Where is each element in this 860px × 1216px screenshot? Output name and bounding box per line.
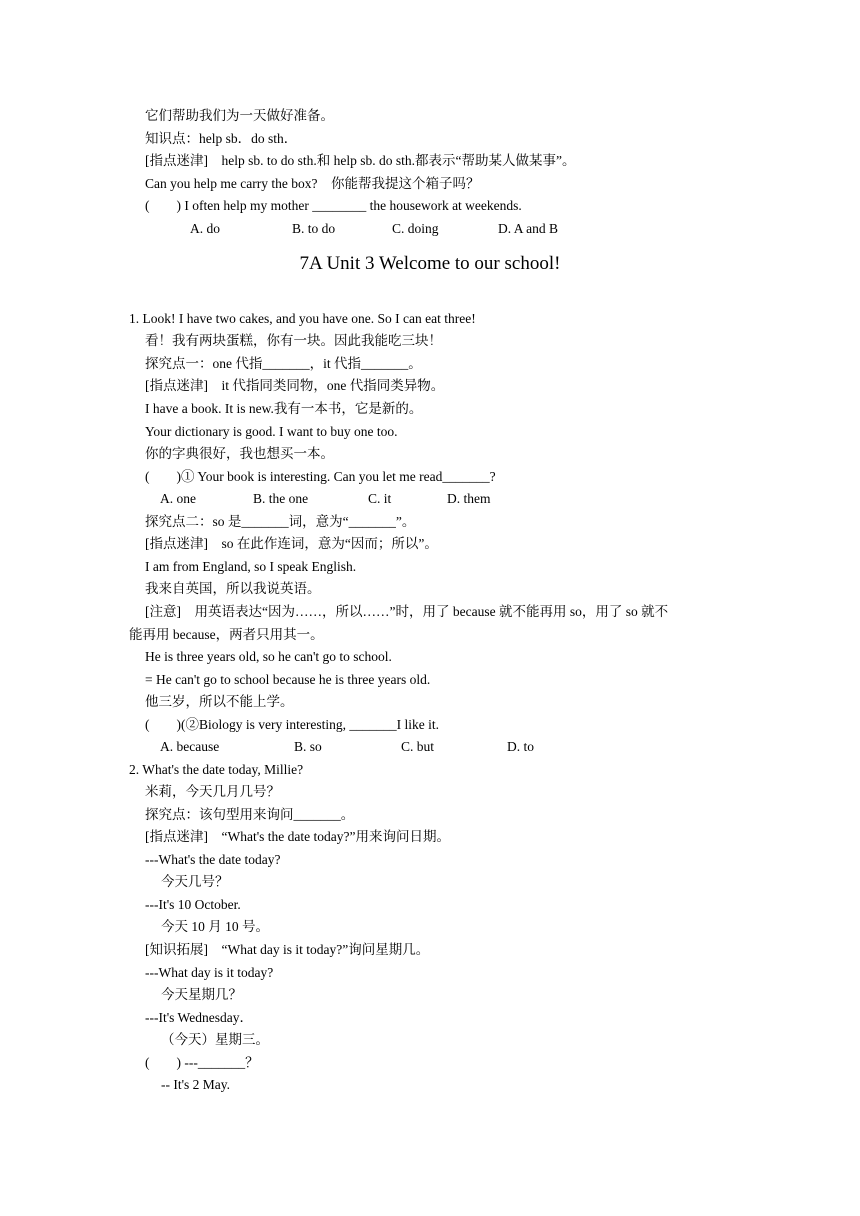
text-line: 探究点二：so 是_______词，意为“_______”。	[145, 514, 416, 529]
text-line: -- It's 2 May.	[161, 1077, 231, 1092]
text-line: 你的字典很好，我也想买一本。	[145, 446, 334, 461]
option-b: B. to do	[292, 221, 336, 236]
text-line: [指点迷津] it 代指同类同物，one 代指同类异物。	[145, 378, 445, 393]
text-line: I have a book. It is new.我有一本书，它是新的。	[145, 401, 423, 416]
option-c: C. it	[368, 491, 392, 506]
item-heading: 1. Look! I have two cakes, and you have one. So I can eat three!	[129, 311, 476, 326]
text-line: [指点迷津] “What's the date today?”用来询问日期。	[145, 829, 450, 844]
text-line: 今天 10 月 10 号。	[161, 919, 269, 934]
option-d: D. A and B	[498, 221, 559, 236]
text-line: （今天）星期三。	[161, 1032, 269, 1047]
text-line: 我来自英国，所以我说英语。	[145, 581, 321, 596]
question-line: ( )① Your book is interesting. Can you let me read_______?	[145, 469, 496, 484]
text-line: I am from England, so I speak English.	[145, 559, 357, 574]
text-line: [知识拓展] “What day is it today?”询问星期几。	[145, 942, 430, 957]
option-d: D. to	[507, 739, 534, 754]
text-line: 今天星期几？	[161, 987, 242, 1002]
text-line: 米莉，今天几月几号？	[145, 784, 280, 799]
option-c: C. doing	[392, 221, 439, 236]
text-line: 探究点：该句型用来询问_______。	[145, 807, 355, 822]
question-line: ( ) ---_______？	[145, 1055, 259, 1070]
text-line: 知识点：help sb．do sth．	[145, 131, 298, 146]
text-line: [注意] 用英语表达“因为……，所以……”时，用了 because 就不能再用 so，用了 so 就不	[145, 604, 669, 619]
text-line: Can you help me carry the box? 你能帮我提这个箱子吗？	[145, 176, 480, 191]
option-d: D. them	[447, 491, 491, 506]
question-line: ( )(②Biology is very interesting, _______I like it.	[145, 717, 439, 732]
text-line: Your dictionary is good. I want to buy one too.	[145, 424, 398, 439]
item-heading: 2. What's the date today, Millie?	[129, 762, 304, 777]
text-line: 能再用 because，两者只用其一。	[129, 627, 324, 642]
question-line: ( ) I often help my mother ________ the housework at weekends.	[145, 198, 522, 213]
option-b: B. so	[294, 739, 322, 754]
text-line: ---It's Wednesday．	[145, 1010, 253, 1025]
option-a: A. do	[190, 221, 220, 236]
text-line: ---What day is it today?	[145, 965, 274, 980]
option-a: A. one	[160, 491, 196, 506]
unit-title: 7A Unit 3 Welcome to our school!	[299, 253, 561, 274]
text-line: [指点迷津] help sb. to do sth.和 help sb. do sth.都表示“帮助某人做某事”。	[145, 153, 576, 168]
text-line: He is three years old, so he can't go to school.	[145, 649, 392, 664]
text-line: ---It's 10 October.	[145, 897, 241, 912]
option-c: C. but	[401, 739, 435, 754]
text-line: 探究点一：one 代指_______，it 代指_______。	[145, 356, 422, 371]
text-line: = He can't go to school because he is three years old.	[145, 672, 431, 687]
text-line: 今天几号？	[161, 874, 229, 889]
text-line: 它们帮助我们为一天做好准备。	[145, 108, 334, 123]
option-b: B. the one	[253, 491, 309, 506]
text-line: 他三岁，所以不能上学。	[145, 694, 294, 709]
text-line: 看！我有两块蛋糕，你有一块。因此我能吃三块！	[145, 333, 442, 348]
text-line: ---What's the date today?	[145, 852, 281, 867]
option-a: A. because	[160, 739, 220, 754]
text-line: [指点迷津] so 在此作连词，意为“因而；所以”。	[145, 536, 438, 551]
